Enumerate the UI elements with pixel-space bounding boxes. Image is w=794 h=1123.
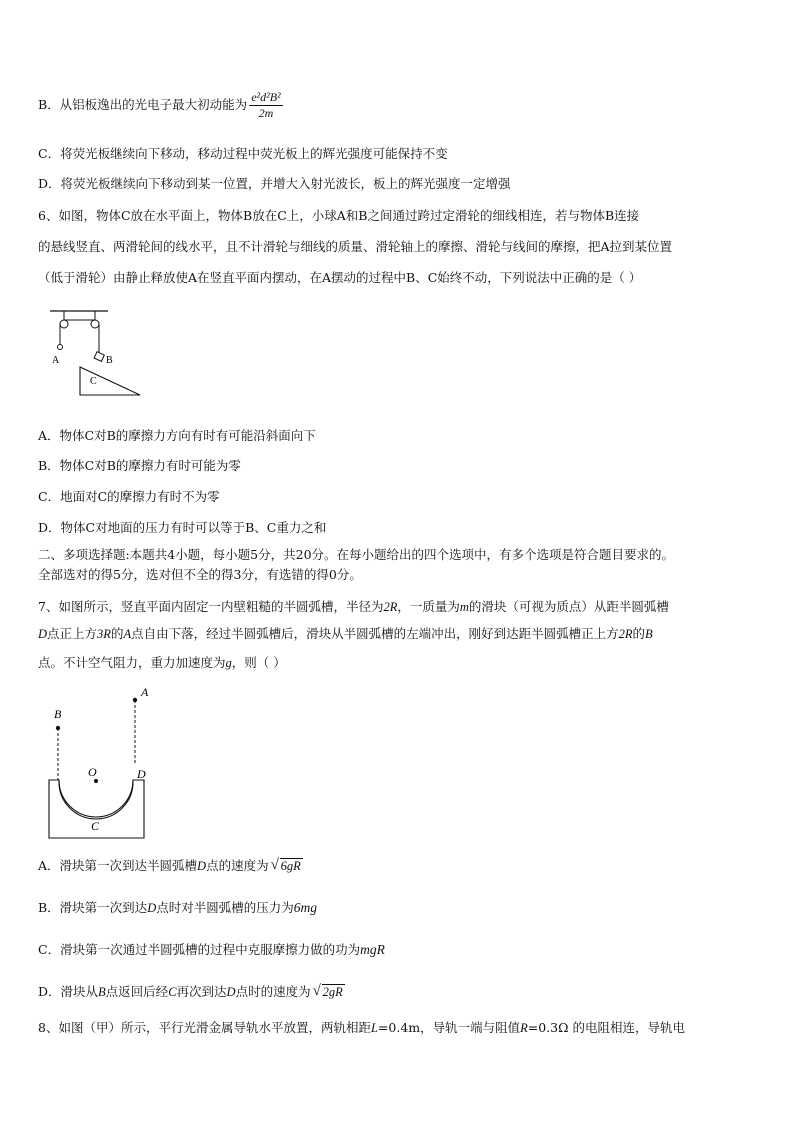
q7-option-text: 点时的速度为 [235, 984, 311, 999]
q6-option-a: A．物体C对B的摩擦力方向有时有可能沿斜面向下 [38, 428, 316, 443]
q5-option-c: C．将荧光板继续向下移动，移动过程中荧光板上的辉光强度可能保持不变 [38, 146, 448, 161]
sqrt-sign-icon: √ [270, 857, 279, 873]
q7-option-math: 6mg [293, 900, 317, 915]
q7-option-text: 点的速度为 [206, 858, 269, 873]
q7-text: 的 [632, 626, 646, 641]
q7-option-text: D．滑块从 [38, 984, 99, 999]
q7-option-text: 点返回后经 [105, 984, 169, 999]
center-o-icon [94, 779, 98, 783]
sqrt-radicand: 6gR [280, 859, 301, 873]
q7-option-text: 再次到达 [176, 984, 227, 999]
point-a-icon [133, 698, 137, 702]
q6-stem-line-1: 6、如图，物体C放在水平面上，物体B放在C上，小球A和B之间通过跨过定滑轮的细线相连，若与物体B连接 [38, 208, 640, 223]
q7-math: D [38, 627, 48, 641]
q7-math: 2R [618, 627, 633, 641]
q7-math: m [459, 600, 469, 614]
q7-math: B [645, 627, 653, 641]
q5-fraction-numerator: e²d²B² [251, 90, 281, 104]
pulley-left-icon [60, 320, 68, 328]
q8-math: L [370, 1021, 378, 1035]
q8-text: 8、如图（甲）所示，平行光滑金属导轨水平放置，两轨相距 [38, 1020, 371, 1035]
q7-text: 点正上方 [47, 626, 98, 641]
ball-a-icon [58, 345, 63, 350]
q7-stem-line-2 [38, 626, 653, 642]
label-a: A [52, 355, 60, 366]
q7-option-b [38, 900, 317, 916]
q7-option-math: D [226, 985, 236, 999]
q7-option-a [38, 858, 303, 874]
q7-option-math: D [197, 859, 207, 873]
q8-math: R [520, 1021, 528, 1035]
q7-option-text: 点时对半圆弧槽的压力为 [156, 900, 294, 915]
q5-option-d: D．将荧光板继续向下移动到某一位置，并增大入射光波长，板上的辉光强度一定增强 [38, 176, 511, 191]
label-o: O [88, 765, 97, 779]
q7-text: ，则（ ） [231, 655, 286, 670]
q7-text: 的滑块（可视为质点）从距半圆弧槽 [468, 599, 669, 614]
label-b: B [54, 707, 62, 721]
section-2-heading-line-2: 全部选对的得5分，选对但不全的得3分，有选错的得0分。 [38, 567, 362, 582]
q8-text: =0.4m，导轨一端与阻值 [377, 1020, 521, 1035]
q6-option-c: C．地面对C的摩擦力有时不为零 [38, 489, 220, 504]
sqrt-radicand: 2gR [322, 985, 343, 999]
q6-option-d: D．物体C对地面的压力有时可以等于B、C重力之和 [38, 520, 327, 535]
q6-figure [40, 305, 150, 400]
incline-block-c [80, 367, 140, 395]
label-d: D [137, 767, 146, 781]
q5-option-b-fraction [249, 90, 282, 121]
q7-option-math: D [147, 901, 157, 915]
q6-stem-line-2: 的悬线竖直、两滑轮间的线水平，且不计滑轮与细线的质量、滑轮轴上的摩擦、滑轮与线间的摩擦，把A拉到某位置 [38, 239, 673, 254]
q6-stem-line-3: （低于滑轮）由静止释放使A在竖直平面内摆动，在A摆动的过程中B、C始终不动，下列说法中正确的是（ ） [38, 270, 642, 285]
q7-stem-line-1 [38, 599, 669, 615]
sqrt-expression [271, 858, 303, 874]
q7-text: 的 [110, 626, 124, 641]
q7-text: ，一质量为 [397, 599, 460, 614]
q7-option-math: C [168, 985, 177, 999]
label-b: B [106, 355, 113, 366]
q7-option-d [38, 984, 345, 1000]
q7-figure [40, 680, 170, 840]
section-2-heading-line-1: 二、多项选择题:本题共4小题，每小题5分，共20分。在每小题给出的四个选项中，有多个选项是符合题目要求的。 [38, 547, 675, 562]
q7-stem-line-3 [38, 655, 286, 671]
q5-option-b [38, 90, 283, 130]
q7-option-math: mgR [360, 942, 385, 957]
q7-math: A [123, 627, 132, 641]
q8-text: =0.3Ω 的电阻相连，导轨电 [527, 1020, 685, 1035]
q7-text: 7、如图所示，竖直平面内固定一内壁粗糙的半圆弧槽，半径为 [38, 599, 384, 614]
block-b [94, 352, 104, 362]
q7-option-text: B．滑块第一次到达 [38, 900, 148, 915]
pulley-right-icon [91, 320, 99, 328]
q5-fraction-denominator: 2m [258, 106, 274, 120]
label-c: C [90, 376, 97, 387]
q7-text: 点自由下落，经过半圆弧槽后，滑块从半圆弧槽的左端冲出，刚好到达距半圆弧槽正上方 [131, 626, 619, 641]
q7-option-c [38, 942, 385, 958]
label-c: C [91, 819, 100, 833]
q7-option-text: C．滑块第一次通过半圆弧槽的过程中克服摩擦力做的功为 [38, 942, 361, 957]
q7-math: 3R [97, 627, 111, 641]
sqrt-sign-icon: √ [312, 983, 321, 999]
q7-math: g [225, 656, 232, 670]
q7-text: 点。不计空气阻力，重力加速度为 [38, 655, 226, 670]
point-b-icon [56, 726, 60, 730]
label-a: A [141, 685, 149, 699]
q8-stem-line-1 [38, 1020, 685, 1036]
sqrt-expression [313, 984, 345, 1000]
q6-option-b: B．物体C对B的摩擦力有时可能为零 [38, 458, 241, 473]
q7-option-math: B [98, 985, 106, 999]
q7-math: 2R [383, 600, 398, 614]
q5-option-b-text: B．从铝板逸出的光电子最大初动能为 [38, 97, 248, 112]
q7-option-text: A．滑块第一次到达半圆弧槽 [38, 858, 198, 873]
